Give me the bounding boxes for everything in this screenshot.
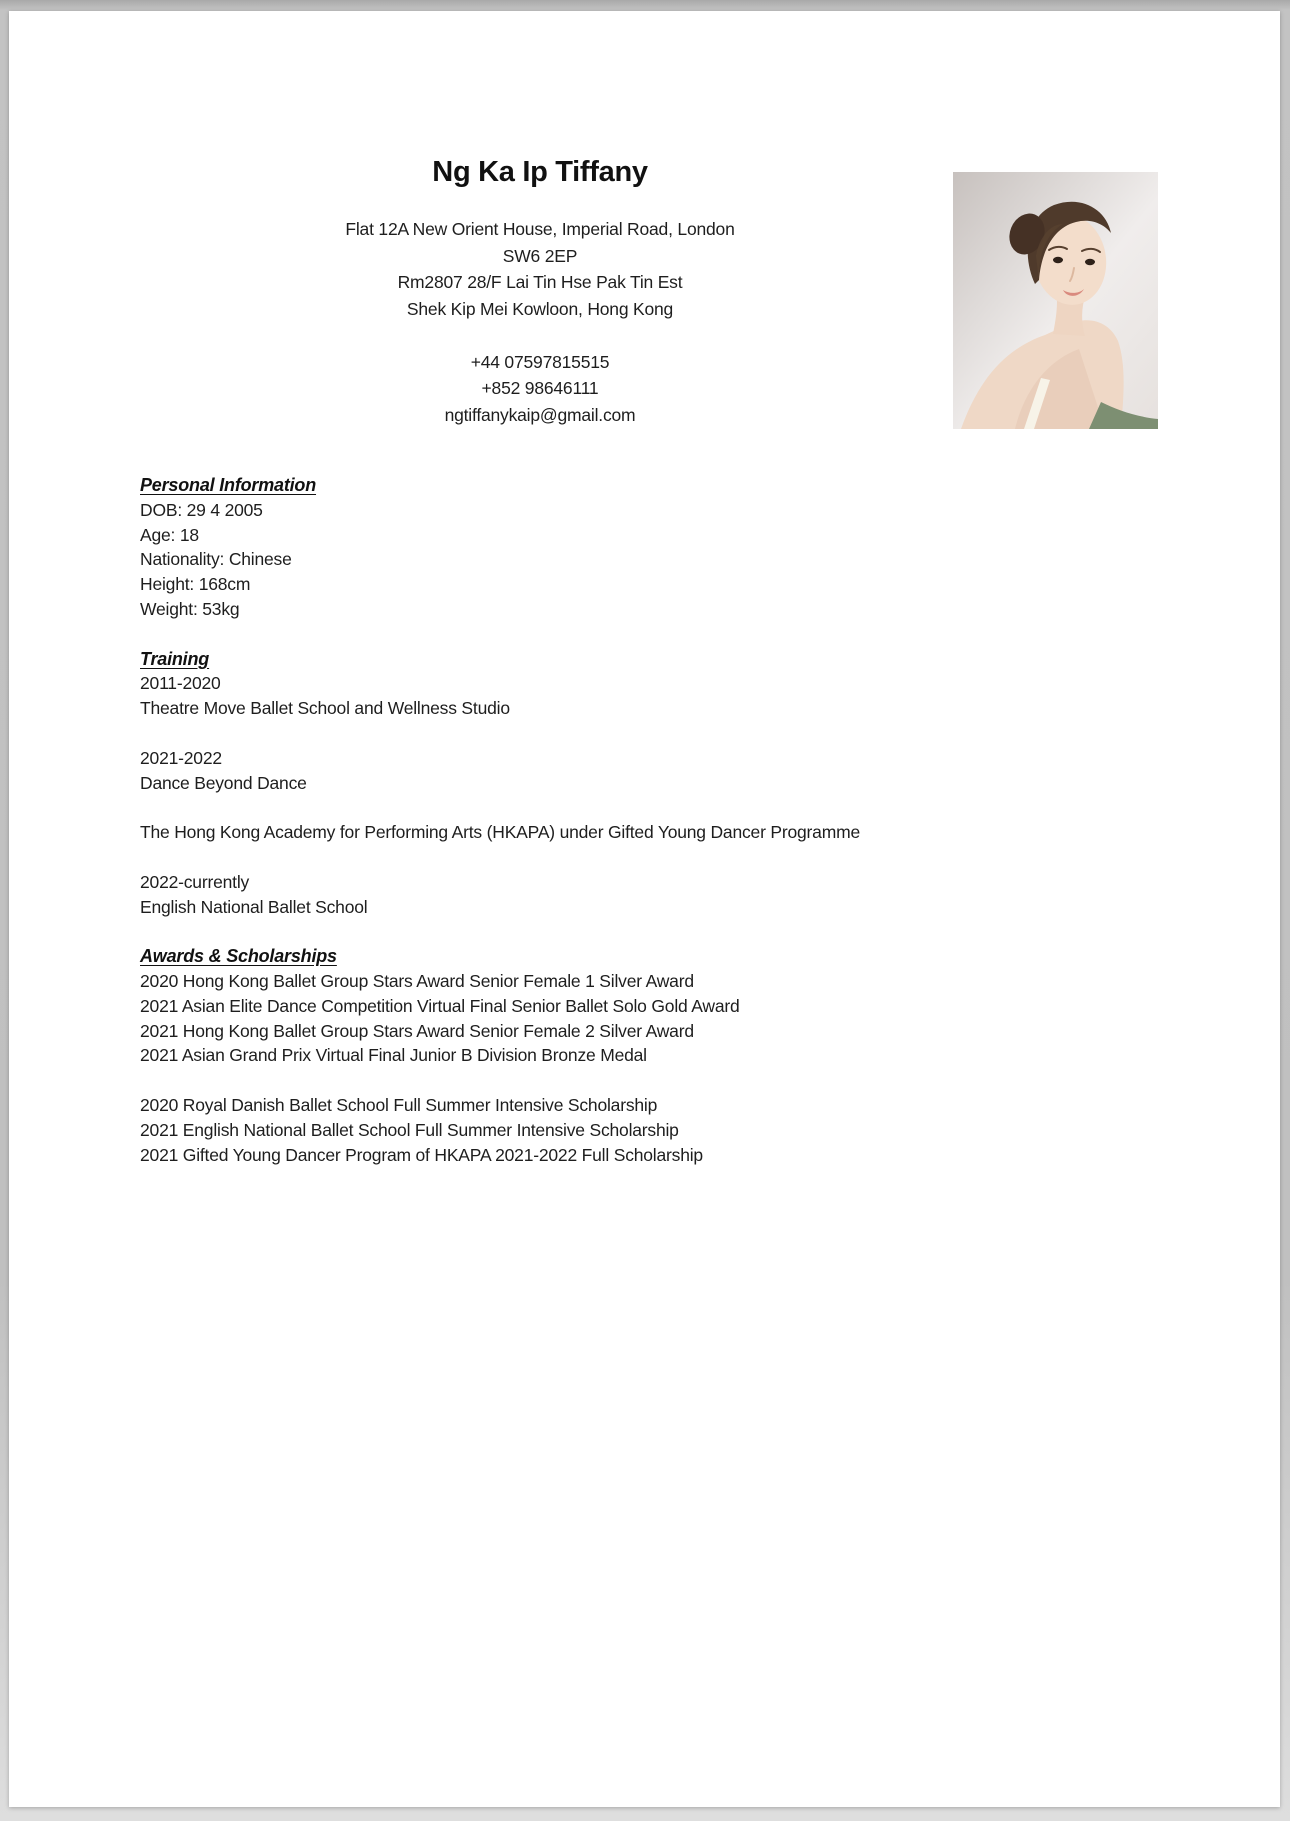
award-line: 2021 Asian Elite Dance Competition Virtual Final Senior Ballet Solo Gold Award	[140, 995, 740, 1016]
scholarship-line: 2021 English National Ballet School Full Summer Intensive Scholarship	[140, 1119, 679, 1140]
age-line: Age: 18	[140, 524, 199, 545]
contact-block	[140, 349, 940, 429]
page-title: Ng Ka Ip Tiffany	[432, 156, 648, 188]
section-title-awards-scholarships: Awards & Scholarships	[140, 946, 337, 967]
award-line: 2020 Hong Kong Ballet Group Stars Award Senior Female 1 Silver Award	[140, 970, 694, 991]
training-school: Dance Beyond Dance	[140, 772, 307, 793]
headshot-photo-illustration	[953, 172, 1158, 429]
document-page	[9, 11, 1280, 1807]
address-line: Flat 12A New Orient House, Imperial Road, London	[345, 219, 735, 239]
section-title-training: Training	[140, 648, 210, 669]
blank-line	[140, 1068, 1220, 1093]
blank-line	[140, 795, 1220, 820]
resume-header	[140, 152, 940, 428]
email-text: ngtiffanykaip@gmail.com	[444, 404, 636, 425]
phone-hk: +852 98646111	[481, 378, 599, 398]
training-school: The Hong Kong Academy for Performing Arts (HKAPA) under Gifted Young Dancer Programme	[140, 822, 860, 843]
scholarship-line: 2020 Royal Danish Ballet School Full Summer Intensive Scholarship	[140, 1094, 658, 1115]
training-school: English National Ballet School	[140, 896, 368, 917]
weight-line: Weight: 53kg	[140, 598, 240, 619]
section-training	[140, 647, 1220, 920]
headshot-photo	[953, 172, 1158, 429]
nationality-line: Nationality: Chinese	[140, 549, 292, 570]
training-period: 2021-2022	[140, 747, 222, 768]
address-line: Shek Kip Mei Kowloon, Hong Kong	[406, 298, 674, 319]
height-line: Height: 168cm	[140, 574, 251, 595]
training-period: 2011-2020	[140, 673, 221, 694]
award-line: 2021 Asian Grand Prix Virtual Final Junior B Division Bronze Medal	[140, 1045, 647, 1066]
blank-line	[140, 721, 1220, 746]
dob-line: DOB: 29 4 2005	[140, 499, 263, 520]
training-period: 2022-currently	[140, 871, 250, 892]
address-block	[140, 216, 940, 322]
resume-body	[140, 473, 1220, 1167]
training-school: Theatre Move Ballet School and Wellness Studio	[140, 698, 510, 719]
award-line: 2021 Hong Kong Ballet Group Stars Award Senior Female 2 Silver Award	[140, 1020, 694, 1041]
blank-line	[140, 845, 1220, 870]
address-line: SW6 2EP	[502, 245, 578, 266]
scholarship-line: 2021 Gifted Young Dancer Program of HKAPA 2021-2022 Full Scholarship	[140, 1144, 703, 1165]
section-personal-information	[140, 473, 1220, 622]
section-title-personal-information: Personal Information	[140, 475, 317, 495]
address-line: Rm2807 28/F Lai Tin Hse Pak Tin Est	[397, 272, 683, 292]
section-awards-scholarships	[140, 944, 1220, 1167]
phone-uk: +44 07597815515	[470, 351, 610, 372]
